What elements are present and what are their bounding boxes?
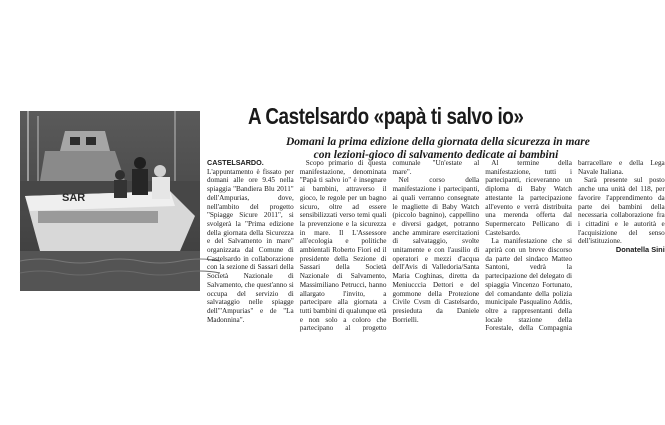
article-paragraph: Scopo primario di questa manifestazione, denominata "Papà ti salvo io" è insegnare ai bambini, attraverso il gioco, le regole per un bagno sicuro, oltre ad essere sensibilizzati verso temi quali la prevenzione e la sicurezza in mare. Il L'Assessore all'ecologia e politiche ambientali Roberto Fiori ed il presidente della Sezione di Sassari della Società Nazionale di Salvamento, Massimiliano Petrucci, hanno allargato l'invito, a partecipare alla giornata a tutti bambini di qualunque età e non solo a coloro che partecipano al progetto comunale "Un'estate al mare". (299, 159, 480, 333)
article-paragraph: Al termine della manifestazione, tutti i partecipanti, riceveranno un diploma di Baby Watch attestante la partecipazione all'evento e verrà distribuita una merenda offerta dal Supermercato Pellicano di Castelsardo. (485, 159, 572, 237)
article-paragraph (207, 159, 294, 324)
newspaper-clipping (20, 94, 665, 334)
article-photo (20, 111, 200, 291)
article-author: Donatella Sini (615, 245, 665, 255)
paragraph-text: L'appuntamento è fissato per domani alle ore 9.45 nella spiaggia "Bandiera Blu 2011" dell'Ampurias, dove, nell'ambito del progetto "Spiagge Sicure 2011", si svolgerà la "Prima edizione della giornata della Sicurezza e del Salvamento in mare" organizzata dal Comune di Castelsardo in collaborazione con la sezione di Sassari della Società Nazionale di Salvamento, che quest'anno si occupa del servizio di salvataggio nelle spiagge dell'"Ampurias" e de "La Madonnina". (207, 167, 294, 324)
subhead-line: con lezioni-gioco di salvamento dedicate ai bambini (313, 149, 559, 161)
subhead-line: Domani la prima edizione della giornata della sicurezza in mare (286, 136, 590, 148)
dateline: CASTELSARDO. (207, 158, 264, 167)
article-headline: A Castelsardo «papà ti salvo io» (248, 103, 524, 129)
article-paragraph: La manifestazione che si aprirà con un breve discorso da parte del sindaco Matteo Santoni, vedrà la partecipazione del delegato di spiaggia Vincenzo Fortunato, del comandante della polizia municipale Pasqualino Addis, oltre a rappresentanti della locale stazione della Forestale, della Compagnia barracellare e della Lega Navale Italiana. (485, 159, 665, 333)
boat-lettering: SAR (62, 192, 86, 204)
article-body (207, 158, 665, 339)
article-paragraph: Sarà presente sul posto anche una unità del 118, per favorire l'apprendimento da parte dei bambini della necessaria collaborazione fra i cittadini e le autorità e l'acquisizione del senso dell'istituzione. (578, 176, 665, 246)
boats-in-harbor-image (20, 111, 200, 291)
article-paragraph: Nel corso della manifestazione i partecipanti, ai quali verranno consegnate le magliette di Baby Watch (piccolo bagnino), cappellino e diversi gadget, potranno anche ammirare esercitazioni di salvataggio, svolte unitamente e con l'ausilio di operatori e mezzi d'acqua dell'Avis di Valledoria/Santa Maria Coghinas, diretta da Meniucccia Dettori e del gommone della Protezione Civile Cvsm di Castelsardo, presieduta da Daniele Borrielli. (392, 176, 480, 324)
